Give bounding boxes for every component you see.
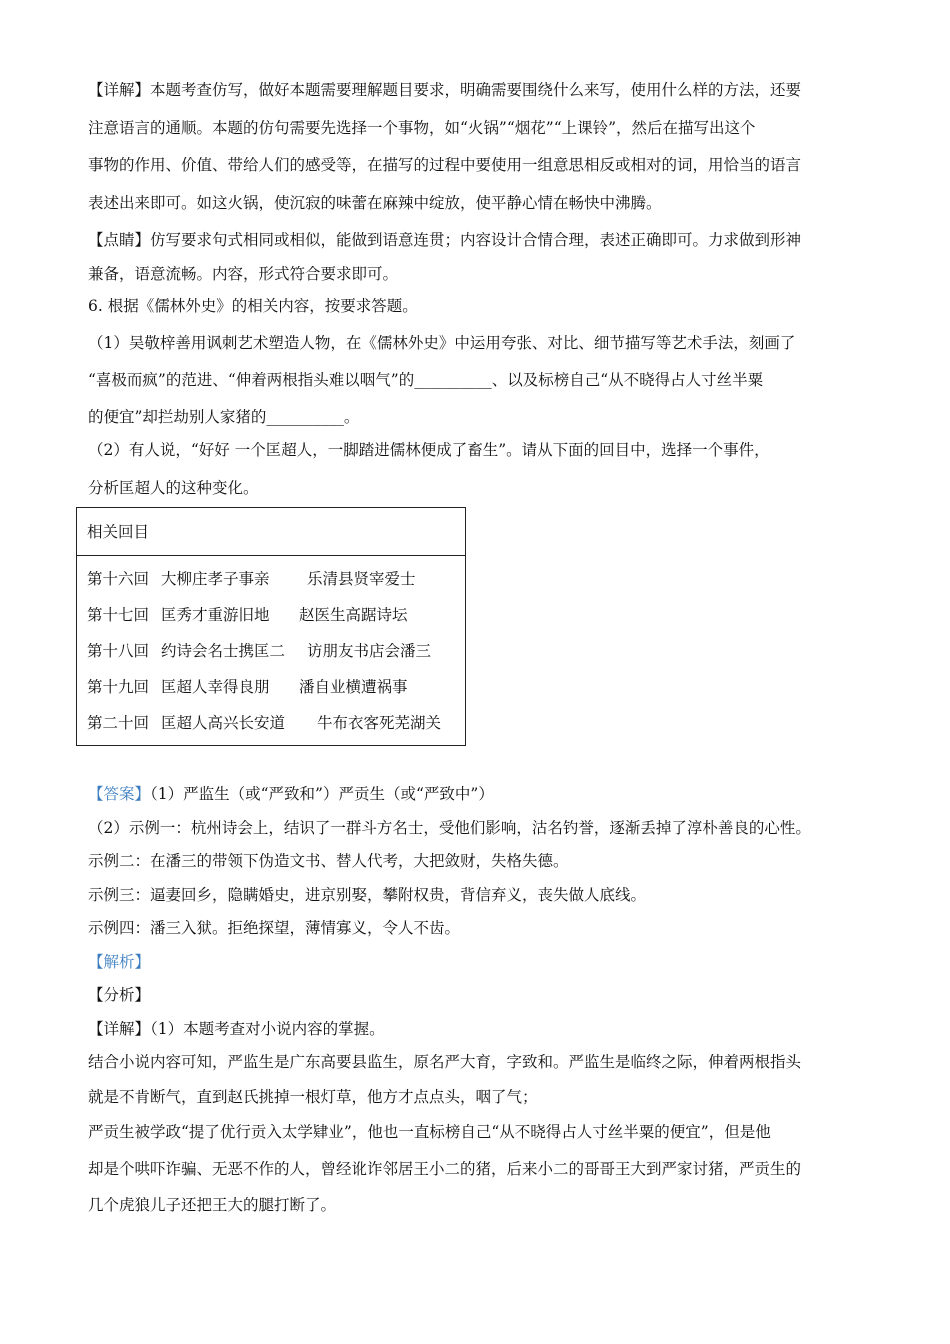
answer-line: 示例二：在潘三的带领下伪造文书、替人代考，大把敛财，失格失德。 <box>88 852 569 870</box>
answer-line: （2）示例一：杭州诗会上，结识了一群斗方名士，受他们影响，沽名钓誉，逐渐丢掉了淳朴善良的心性。 <box>88 819 811 837</box>
answer-line: 【答案】（1）严监生（或“严致和”）严贡生（或“严致中”） <box>88 785 494 803</box>
analysis-line: 【详解】（1）本题考查对小说内容的掌握。 <box>88 1020 385 1038</box>
section-tag: 【详解】 <box>88 81 151 99</box>
paragraph-line: “喜极而疯”的范进、“伸着两根指头难以咽气”的__________、以及标榜自己“从不晓得占人寸丝半粟 <box>88 371 764 389</box>
paragraph-line: （2）有人说，“好好 一个匡超人，一脚踏进儒林便成了畜生”。请从下面的回目中，选择一个事件， <box>88 441 770 459</box>
analysis-line: 就是不肯断气，直到赵氏挑掉一根灯草，他方才点点头，咽了气； <box>88 1088 538 1106</box>
paragraph-line: 的便宜”却拦劫别人家猪的__________。 <box>88 408 360 426</box>
table-row: 第二十回 匡超人高兴长安道 牛布衣客死芜湖关 <box>87 714 442 732</box>
table-row: 第十八回 约诗会名士携匡二 访朋友书店会潘三 <box>87 642 432 660</box>
question-title: 6. 根据《儒林外史》的相关内容，按要求答题。 <box>88 297 418 315</box>
paragraph-line: 分析匡超人的这种变化。 <box>88 479 259 497</box>
analysis-line: 【分析】 <box>88 986 151 1004</box>
paragraph-line: 兼备，语意流畅。内容，形式符合要求即可。 <box>88 265 399 283</box>
table-header: 相关回目 <box>77 508 465 556</box>
analysis-line: 严贡生被学政“提了优行贡入太学肄业”，他也一直标榜自己“从不晓得占人寸丝半粟的便宜”，但是他 <box>88 1123 771 1141</box>
paragraph-line: 【详解】本题考查仿写，做好本题需要理解题目要求，明确需要围绕什么来写，使用什么样的方法，还要 <box>88 81 802 99</box>
paragraph-line: 事物的作用、价值、带给人们的感受等，在描写的过程中要使用一组意思相反或相对的词，用恰当的语言 <box>88 156 802 174</box>
chapters-table <box>76 507 466 746</box>
answer-line: 示例三：逼妻回乡，隐瞒婚史，进京别娶，攀附权贵，背信弃义，丧失做人底线。 <box>88 886 647 904</box>
paragraph-line: （1）吴敬梓善用讽刺艺术塑造人物，在《儒林外史》中运用夸张、对比、细节描写等艺术手法，刻画了 <box>88 334 796 352</box>
analysis-line: 几个虎狼儿子还把王大的腿打断了。 <box>88 1196 337 1214</box>
analysis-tag-line <box>88 952 150 972</box>
section-tag: 【点睛】 <box>88 231 151 249</box>
paragraph-line: 表述出来即可。如这火锅，使沉寂的味蕾在麻辣中绽放，使平静心情在畅快中沸腾。 <box>88 194 662 212</box>
answer-tag: 【答案】 <box>88 785 151 803</box>
analysis-line: 结合小说内容可知，严监生是广东高要县监生，原名严大育，字致和。严监生是临终之际，伸着两根指头 <box>88 1053 802 1071</box>
table-row: 第十九回 匡超人幸得良朋 潘自业横遭祸事 <box>87 678 408 696</box>
table-row: 第十七回 匡秀才重游旧地 赵医生高踞诗坛 <box>87 606 408 624</box>
table-row: 第十六回 大柳庄孝子事亲 乐清县贤宰爱士 <box>87 570 416 588</box>
answer-line: 示例四：潘三入狱。拒绝探望，薄情寡义，令人不齿。 <box>88 919 461 937</box>
section-tag: 【详解】 <box>88 1020 151 1038</box>
paragraph-line: 注意语言的通顺。本题的仿句需要先选择一个事物，如“火锅”“烟花”“上课铃”，然后在描写出这个 <box>88 119 756 137</box>
analysis-tag: 【解析】 <box>88 953 151 971</box>
analysis-line: 却是个哄吓诈骗、无恶不作的人，曾经讹诈邻居王小二的猪，后来小二的哥哥王大到严家讨猪，严贡生的 <box>88 1160 802 1178</box>
paragraph-line: 【点睛】仿写要求句式相同或相似，能做到语意连贯；内容设计合情合理，表述正确即可。力求做到形神 <box>88 231 802 249</box>
